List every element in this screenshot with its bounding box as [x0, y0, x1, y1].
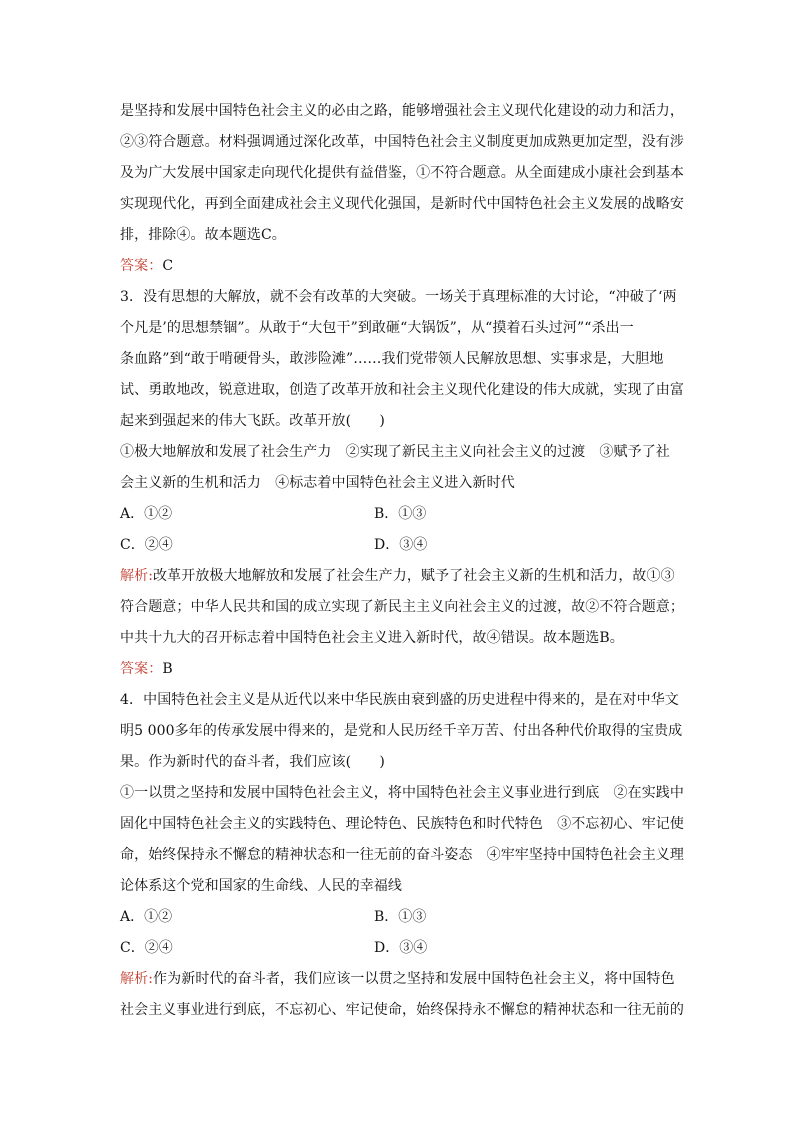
q3-answer — [120, 654, 680, 685]
analysis-label: 解析: — [120, 971, 154, 987]
q3-option-a: A．①② — [120, 506, 173, 522]
q3-option-d: D．③④ — [374, 537, 428, 553]
answer-label: 答案： — [120, 661, 163, 677]
q4-statements-line-1: ①一以贯之坚持和发展中国特色社会主义，将中国特色社会主义事业进行到底 ②在实践中 — [120, 785, 684, 801]
q2-answer — [120, 251, 680, 282]
q3-stem-line-4: 试、勇敢地改，锐意进取，创造了改革开放和社会主义现代化建设的伟大成就，实现了由富 — [120, 382, 684, 398]
q3-stem-line-3: 条血路”到“敢于啃硬骨头，敢涉险滩”……我们党带领人民解放思想、实事求是，大胆地 — [120, 351, 664, 367]
q4-option-d: D．③④ — [374, 940, 428, 956]
q3-statements-line-2: 会主义新的生机和活力 ④标志着中国特色社会主义进入新时代 — [120, 475, 515, 491]
q4-option-a: A．①② — [120, 909, 173, 925]
q2-explanation-line-5: 排，排除④。故本题选C。 — [120, 227, 286, 243]
q4-analysis-line-1 — [120, 964, 680, 995]
q4-option-c: C．②④ — [120, 940, 173, 956]
q4-analysis-text-1: 作为新时代的奋斗者，我们应该一以贯之坚持和发展中国特色社会主义，将中国特色 — [153, 971, 675, 987]
q2-explanation-line-4: 实现现代化，再到全面建成社会主义现代化强国，是新时代中国特色社会主义发展的战略安 — [120, 196, 684, 212]
q3-analysis-line-3: 中共十九大的召开标志着中国特色社会主义进入新时代，故④错误。故本题选B。 — [120, 630, 624, 646]
q2-explanation-line-2: ②③符合题意。材料强调通过深化改革，中国特色社会主义制度更加成熟更加定型，没有涉 — [120, 134, 684, 150]
q3-stem-line-5: 起来到强起来的伟大飞跃。改革开放( ) — [120, 413, 385, 429]
q4-option-b: B．①③ — [374, 909, 427, 925]
q4-options-row-1 — [120, 902, 680, 933]
q3-statements-line-1: ①极大地解放和发展了社会生产力 ②实现了新民主主义向社会主义的过渡 ③赋予了社 — [120, 444, 670, 460]
q3-option-b: B．①③ — [374, 506, 427, 522]
answer-label: 答案： — [120, 258, 163, 274]
q4-statements-line-2: 固化中国特色社会主义的实践特色、理论特色、民族特色和时代特色 ③不忘初心、牢记使 — [120, 816, 684, 832]
q3-analysis-text-1: 改革开放极大地解放和发展了社会生产力，赋予了社会主义新的生机和活力，故①③ — [153, 568, 675, 584]
q4-options-row-2 — [120, 933, 680, 964]
q4-statements-line-4: 论体系这个党和国家的生命线、人民的幸福线 — [120, 878, 402, 894]
document-page — [120, 96, 684, 1026]
q4-analysis-line-2: 社会主义事业进行到底，不忘初心、牢记使命，始终保持永不懈怠的精神状态和一往无前的 — [120, 1002, 684, 1018]
answer-value: B — [162, 661, 173, 677]
q2-explanation-line-3: 及为广大发展中国家走向现代化提供有益借鉴，①不符合题意。从全面建成小康社会到基本 — [120, 165, 684, 181]
q4-statements-line-3: 命，始终保持永不懈怠的精神状态和一往无前的奋斗姿态 ④牢牢坚持中国特色社会主义理 — [120, 847, 684, 863]
q4-stem-line-2: 明5 000多年的传承发展中得来的，是党和人民历经千辛万苦、付出各种代价取得的宝贵成 — [120, 723, 683, 739]
q3-option-c: C．②④ — [120, 537, 173, 553]
analysis-label: 解析: — [120, 568, 154, 584]
q2-explanation-line-1: 是坚持和发展中国特色社会主义的必由之路，能够增强社会主义现代化建设的动力和活力， — [120, 103, 684, 119]
q4-stem-line-1: 4．中国特色社会主义是从近代以来中华民族由衰到盛的历史进程中得来的，是在对中华文 — [120, 692, 679, 708]
q4-stem-line-3: 果。作为新时代的奋斗者，我们应该( ) — [120, 754, 385, 770]
q3-options-row-2 — [120, 530, 680, 561]
q3-analysis-line-1 — [120, 561, 680, 592]
answer-value: C — [162, 258, 174, 274]
q3-stem-line-2: 个凡是’的思想禁锢”。从敢于“大包干”到敢砸“大锅饭”，从“摸着石头过河”“杀出一 — [120, 320, 634, 336]
q3-options-row-1 — [120, 499, 680, 530]
q3-stem-line-1: 3．没有思想的大解放，就不会有改革的大突破。一场关于真理标准的大讨论，“冲破了‘两 — [120, 289, 677, 305]
q3-analysis-line-2: 符合题意；中华人民共和国的成立实现了新民主主义向社会主义的过渡，故②不符合题意； — [120, 599, 684, 615]
